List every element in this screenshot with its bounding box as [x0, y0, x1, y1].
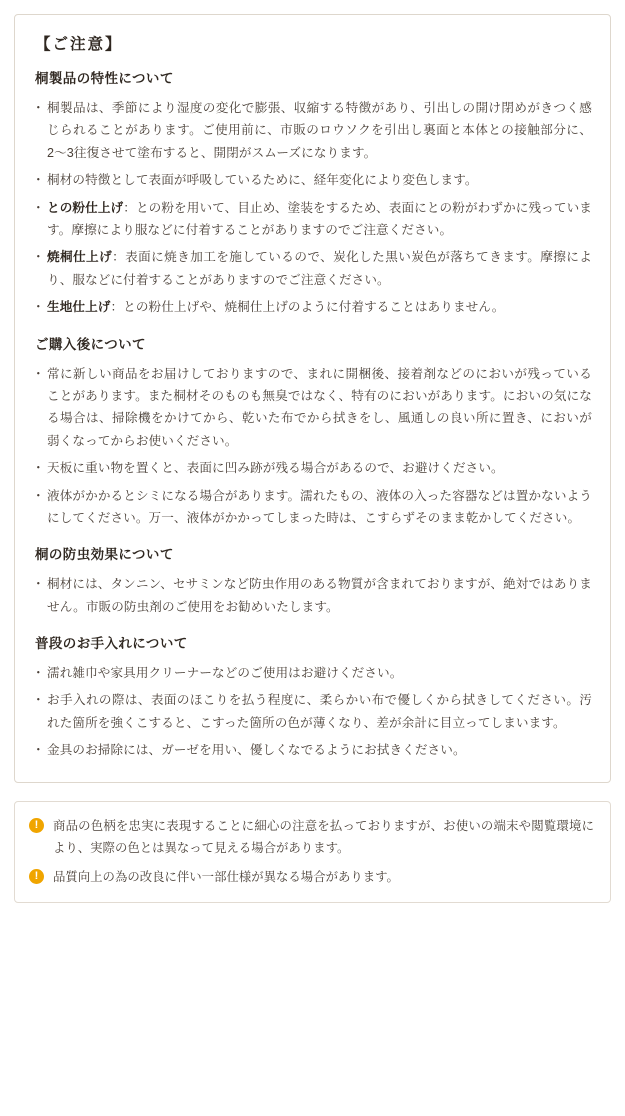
list-item [33, 169, 592, 191]
notice-box [14, 14, 611, 783]
notice-section [33, 545, 592, 618]
caution-list [29, 815, 594, 888]
list-item [33, 739, 592, 761]
notice-item-list [33, 97, 592, 319]
list-item [33, 457, 592, 479]
list-item-text: 液体がかかるとシミになる場合があります。濡れたもの、液体の入った容器などは置かないようにしてください。万一、液体がかかってしまった時は、こすらずそのまま乾かしてください。 [47, 488, 592, 525]
notice-section [33, 69, 592, 319]
notice-item-list [33, 662, 592, 762]
list-item-text: 濡れ雑巾や家具用クリーナーなどのご使用はお避けください。 [47, 666, 403, 681]
caution-text: 品質向上の為の改良に伴い一部仕様が異なる場合があります。 [53, 869, 399, 884]
list-item [33, 662, 592, 684]
notice-item-list [33, 573, 592, 618]
caution-box [14, 801, 611, 903]
list-item-text: ：との粉仕上げや、焼桐仕上げのように付着することはありません。 [110, 300, 505, 315]
list-item [33, 246, 592, 291]
caution-text: 商品の色柄を忠実に表現することに細心の注意を払っておりますが、お使いの端末や閲覧環境により、実際の色とは異なって見える場合があります。 [53, 818, 594, 855]
notice-item-list [33, 363, 592, 530]
notice-section [33, 634, 592, 762]
exclamation-icon: ! [29, 869, 44, 884]
section-heading: ご購入後について [35, 336, 146, 352]
list-item [33, 197, 592, 242]
list-item-text: 天板に重い物を置くと、表面に凹み跡が残る場合があるので、お避けください。 [47, 461, 504, 476]
list-item-text: 桐材の特徴として表面が呼吸しているために、経年変化により変色します。 [47, 173, 478, 188]
list-item [33, 97, 592, 164]
list-item [33, 485, 592, 530]
list-item-text: お手入れの際は、表面のほこりを払う程度に、柔らかい布で優しくから拭きしてください。汚れた箇所を強くこすると、こすった箇所の色が薄くなり、差が余計に目立ってしまいます。 [47, 693, 592, 730]
notice-section [33, 335, 592, 530]
list-item [33, 689, 592, 734]
list-item-lead: 生地仕上げ [47, 300, 111, 315]
list-item-lead: との粉仕上げ [47, 200, 124, 215]
list-item-text: 桐製品は、季節により湿度の変化で膨張、収縮する特徴があり、引出しの開け閉めがきつく感じられることがあります。ご使用前に、市販のロウソクを引出し裏面と本体との接触部分に、2〜3往復させて塗布すると、開閉がスムーズになります。 [47, 100, 592, 160]
caution-list-item [29, 866, 594, 888]
page-title: 【ご注意】 [35, 36, 123, 53]
caution-list-item [29, 815, 594, 859]
list-item-lead: 焼桐仕上げ [47, 250, 113, 265]
list-item-text: ：との粉を用いて、目止め、塗装をするため、表面にとの粉がわずかに残っています。摩擦により服などに付着することがありますのでご注意ください。 [47, 200, 592, 237]
list-item-text: 桐材には、タンニン、セサミンなど防虫作用のある物質が含まれておりますが、絶対ではありません。市販の防虫剤のご使用をお勧めいたします。 [47, 577, 592, 614]
list-item [33, 296, 592, 318]
list-item-text: ：表面に焼き加工を施しているので、炭化した黒い炭色が落ちてきます。摩擦により、服などに付着することがありますのでご注意ください。 [47, 250, 592, 287]
list-item-text: 常に新しい商品をお届けしておりますので、まれに開梱後、接着剤などのにおいが残っていることがあります。また桐材そのものも無臭ではなく、特有のにおいがあります。においの気になる場合は、掃除機をかけてから、乾いた布でから拭きをし、風通しの良い所に置き、においが弱くなってからお使いください。 [47, 366, 592, 448]
section-heading: 桐製品の特性について [35, 71, 174, 87]
notice-sections [33, 69, 592, 762]
section-heading: 普段のお手入れについて [35, 636, 188, 652]
exclamation-icon: ! [29, 818, 44, 833]
section-heading: 桐の防虫効果について [35, 547, 174, 563]
list-item [33, 573, 592, 618]
list-item [33, 363, 592, 453]
list-item-text: 金具のお掃除には、ガーゼを用い、優しくなでるようにお拭きください。 [47, 743, 466, 758]
